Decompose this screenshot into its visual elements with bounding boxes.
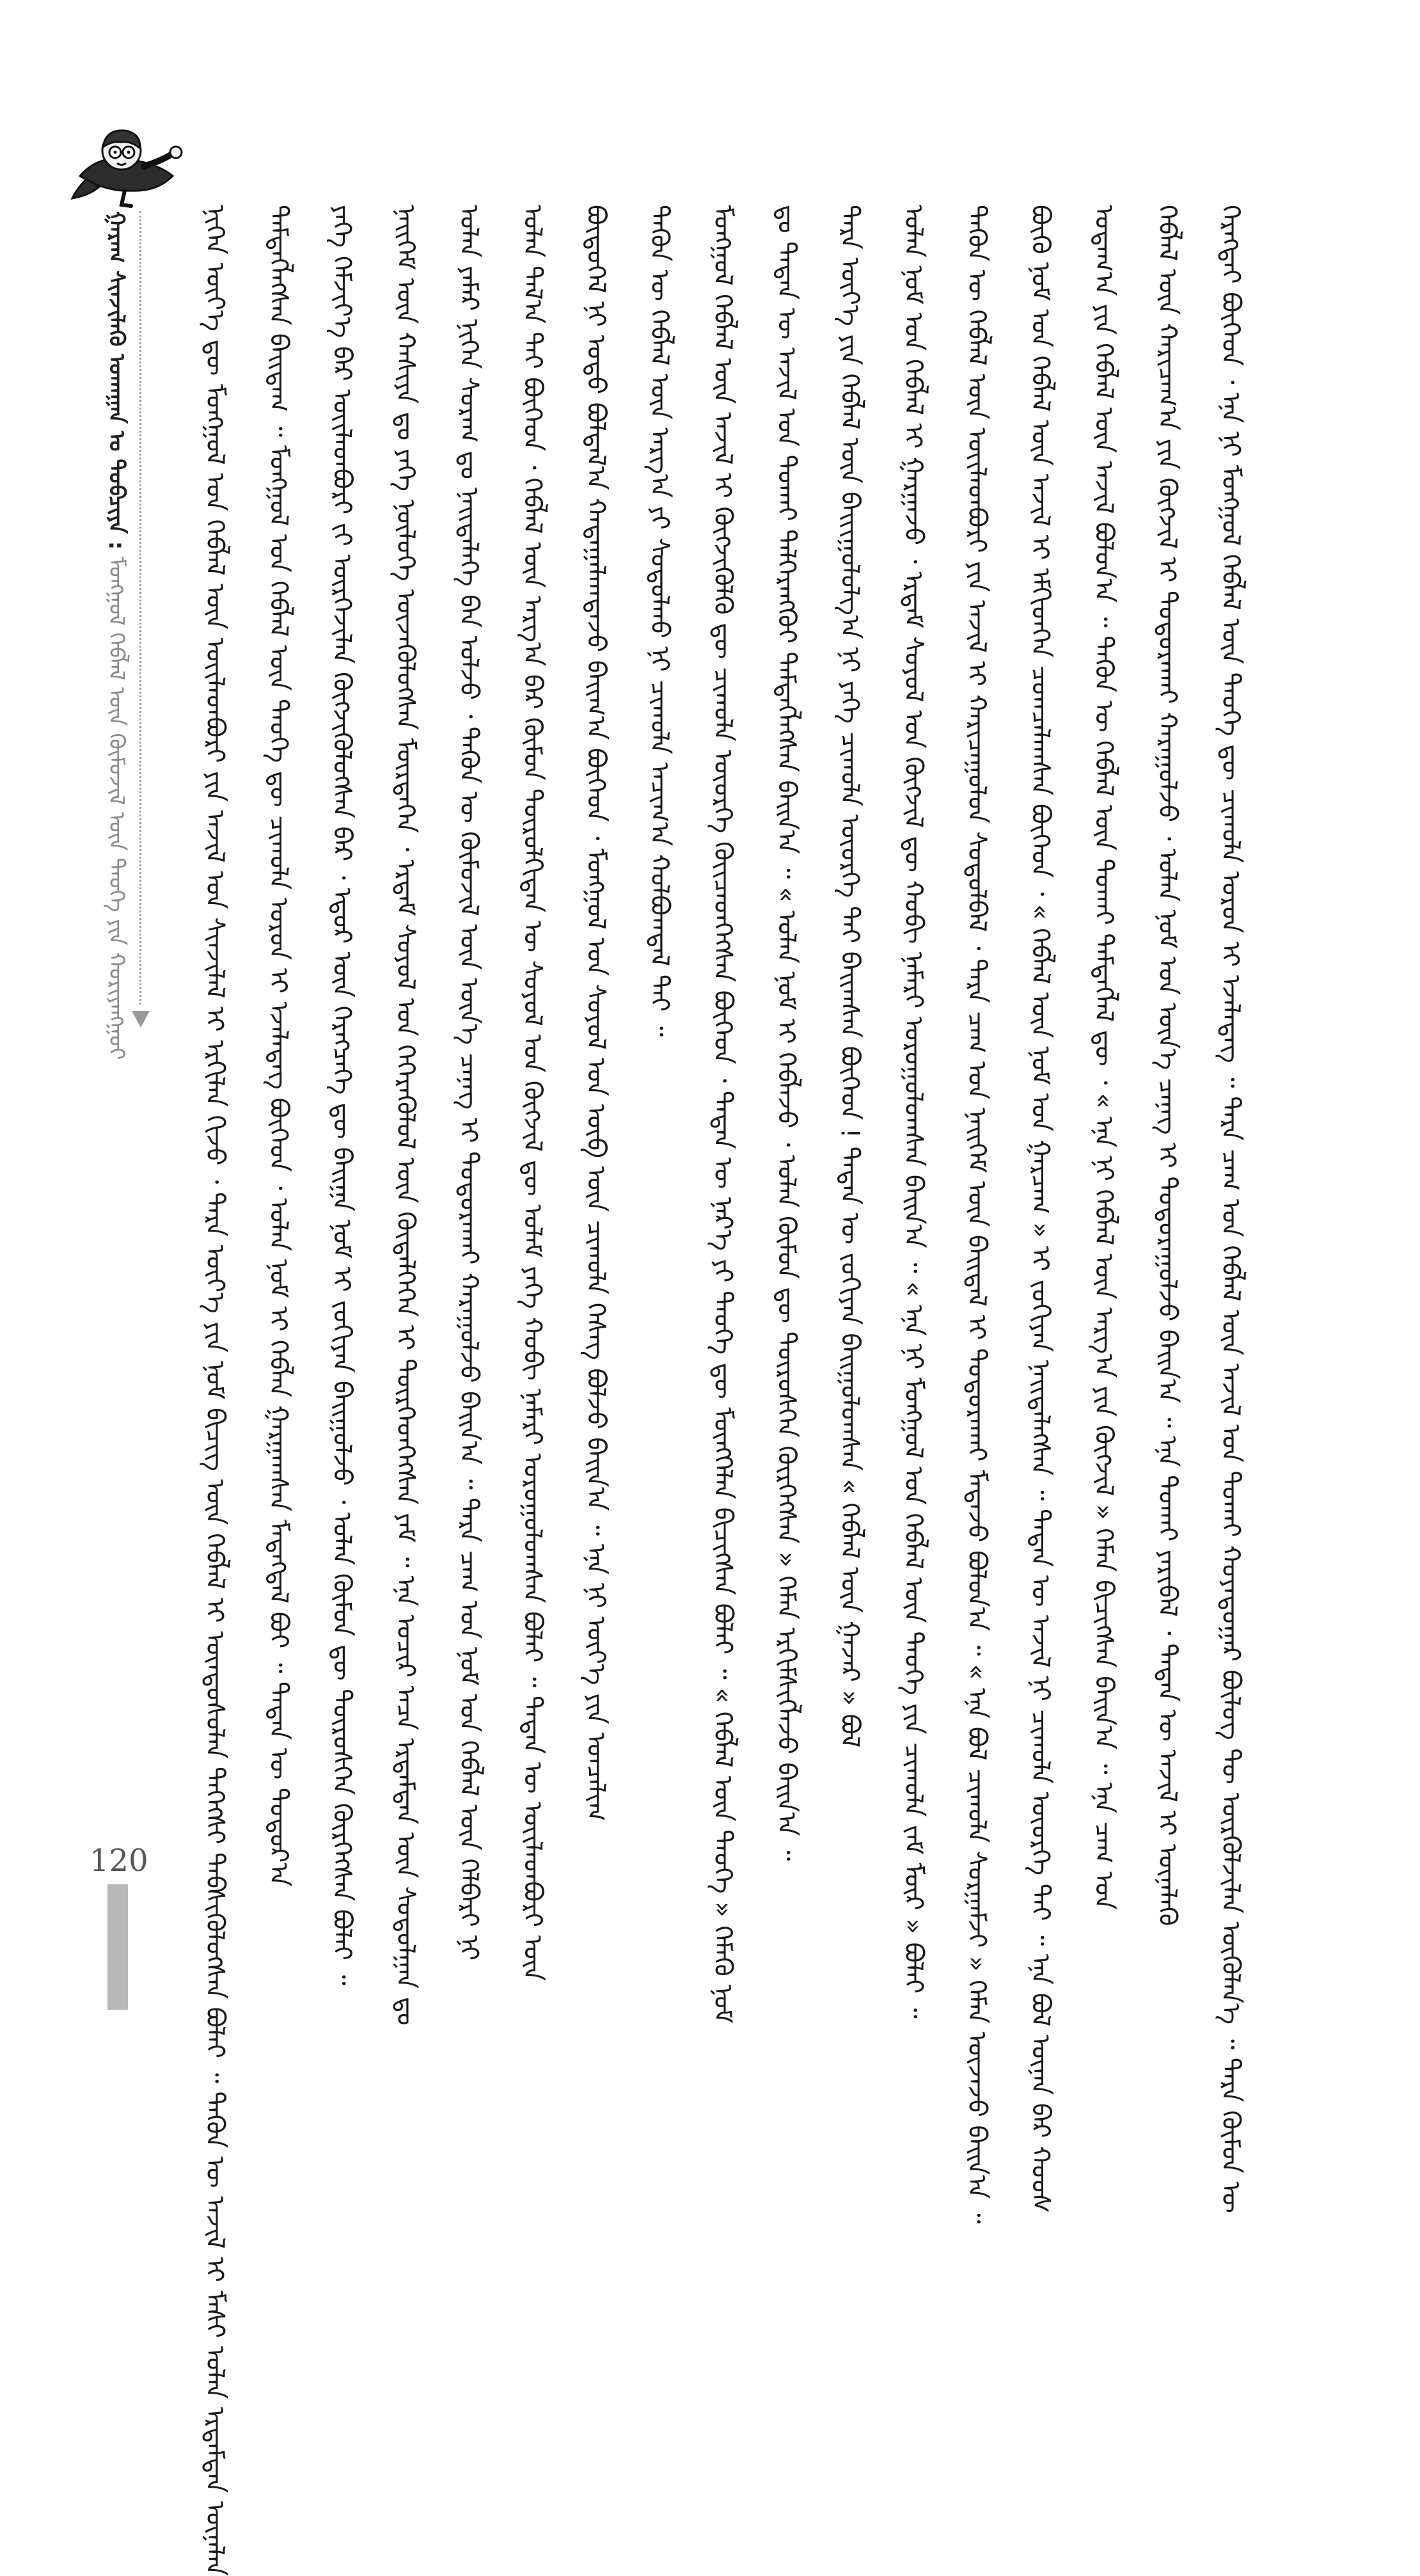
header-divider	[139, 211, 141, 1005]
text-column: ᠣᠯᠠᠨ ᠨᠣᠮ ᠤᠨ ᠬᠡᠪᠯᠡᠯ ᠢ ᠭᠠᠷᠭᠠᠵᠤ ᠂ ᠡᠷᠳᠡᠮ ᠰᠣᠶᠣᠯ ᠤᠨ ᠬᠥᠭᠵᠢᠯ ᠳᠦ ᠬᠤᠪᠢ ᠨᠡᠮᠡᠷᠢ ᠣᠷᠣᠭᠤᠯᠤᠭᠰᠠᠨ ᠪᠠᠢᠨ᠎ᠠ ᠃ « ᠡᠨᠡ ᠨᠢ ᠮᠣᠩᠭᠣᠯ ᠤᠨ ᠬᠡᠪᠯᠡᠯ ᠦᠨ ᠲᠡᠦᠬᠡ ᠶᠢᠨ ᠴᠢᠬᠤᠯᠠ ᠵᠠᠮ ᠮᠥᠷ » ᠪᠣᠯᠠᠢ ᠃	[898, 205, 928, 2019]
running-header-title: ᠭᠠᠷᠠᠭ ᠰᠢᠨᠵᠢᠯᠡᠬᠦ ᠤᠬᠠᠭᠠᠨ ᠤ ᠳᠣᠪᠴᠢᠶᠠ :	[104, 211, 129, 550]
running-header-subtitle: ᠮᠣᠩᠭᠣᠯ ᠬᠡᠪᠯᠡᠯ ᠦᠨ ᠬᠦᠮᠦᠵᠢᠯ ᠦᠨ ᠲᠡᠦᠬᠡ ᠶᠢᠨ ᠬᠣᠷᠢᠶᠠᠩᠭᠤᠢ	[104, 557, 129, 1060]
text-column: ᠲᠡᠭᠦᠨ ᠦ ᠬᠡᠪᠯᠡᠯ ᠦᠨ ᠦᠢᠯᠡᠳᠪᠦᠷᠢ ᠶᠢᠨ ᠠᠵᠢᠯ ᠢ ᠬᠠᠷᠢᠴᠠᠭᠤᠯᠤᠨ ᠰᠤᠳᠤᠯᠪᠠᠯ ᠂ ᠲᠡᠷᠡ ᠴᠠᠭ ᠤᠨ ᠨᠡᠢᠭᠡᠮ ᠦᠨ ᠪᠠᠢᠳᠠᠯ ᠢ ᠲᠣᠳᠣᠷᠠᠬᠠᠢ ᠮᠡᠳᠡᠵᠦ ᠪᠣᠯᠣᠨ᠎ᠠ ᠃ « ᠡᠨᠡ ᠪᠣᠯ ᠴᠢᠬᠤᠯᠠ ᠰᠤᠷᠭᠠᠮᠵᠢ » ᠬᠡᠮᠡᠨ ᠦᠵᠡᠵᠦ ᠪᠠᠢᠨ᠎ᠠ ᠃	[962, 205, 991, 2224]
text-column: ᠳᠤ ᠲᠡᠳᠡᠨ ᠦ ᠠᠵᠢᠯ ᠤᠨ ᠲᠤᠬᠠᠢ ᠳᠡᠯᠭᠡᠷᠡᠩᠭᠦᠢ ᠲᠡᠮᠳᠡᠭᠯᠡᠭᠰᠡᠨ ᠪᠠᠢᠨ᠎ᠠ ᠃ « ᠣᠯᠠᠨ ᠨᠣᠮ ᠢ ᠬᠡᠪᠯᠡᠵᠦ ᠂ ᠣᠯᠠᠨ ᠬᠦᠮᠦᠨ ᠳᠦ ᠲᠦᠷᠦᠰᠬᠡᠨ ᠬᠦᠷᠭᠡᠭᠰᠡᠨ » ᠬᠡᠮᠡᠨ ᠡᠷᠬᠢᠮᠰᠢᠭᠯᠡᠵᠦ ᠪᠠᠢᠨ᠎ᠠ ᠃	[771, 205, 801, 1861]
text-column: ᠨᠡᠢᠭᠡᠮ ᠦᠨ ᠬᠠᠰᠢᠶᠠ ᠳᠤ ᠶᠡᠬᠡ ᠨᠥᠯᠦᠭᠡ ᠦᠵᠡᠭᠦᠯᠦᠭᠰᠡᠨ ᠮᠥᠷᠲᠡᠭᠡᠨ ᠂ ᠡᠷᠳᠡᠮ ᠰᠣᠶᠣᠯ ᠤᠨ ᠭᠡᠭᠡᠷᠡᠭᠦᠯᠦᠯ ᠦᠨ ᠬᠥᠳᠡᠯᠭᠡᠭᠡᠨ ᠢ ᠲᠦᠷᠭᠡᠳᠭᠡᠭᠰᠡᠨ ᠶᠠᠮ ᠃ ᠡᠨᠡ ᠤᠴᠢᠷ ᠠᠴᠠ ᠡᠷᠳᠡᠮᠲᠡᠨ ᠦᠨ ᠰᠤᠳᠤᠯᠭᠠᠨ ᠳᠤ	[390, 205, 420, 2026]
running-header	[97, 211, 136, 1060]
text-column: ᠨᠢᠭᠡᠨ ᠦᠶ᠎ᠡ ᠳᠦ ᠮᠣᠩᠭᠣᠯ ᠤᠨ ᠬᠡᠪᠯᠡᠯ ᠦᠨ ᠦᠢᠯᠡᠳᠪᠦᠷᠢ ᠶᠢᠨ ᠠᠵᠢᠯ ᠣᠨ ᠰᠢᠨᠵᠢᠯᠡᠯ ᠢ ᠡᠷᠬᠢᠯᠡᠨ ᠬᠢᠵᠦ ᠂ ᠲᠡᠷᠡ ᠦᠶ᠎ᠡ ᠶᠢᠨ ᠨᠣᠮ ᠪᠢᠴᠢᠭ ᠦᠨ ᠬᠡᠪᠯᠡᠯ ᠢ ᠦᠨᠳᠦᠰᠦᠯᠡᠨ ᠳᠡᠭᠡᠭᠰᠢ ᠳᠡᠪᠰᠢᠭᠦᠯᠦᠭᠰᠡᠨ ᠪᠣᠯᠠᠢ ᠃ ᠲᠡᠭᠦᠨ ᠦ ᠠᠵᠢᠯ ᠢ ᠮᠠᠰᠢ ᠣᠯᠠᠨ ᠡᠷᠳᠡᠮᠲᠡᠨ ᠦᠨᠡᠯᠡᠨ	[200, 205, 230, 2576]
text-column: ᠤᠳᠠᠭ᠎ᠠ ᠶᠢᠨ ᠬᠡᠪᠯᠡᠯ ᠦᠨ ᠠᠵᠢᠯ ᠪᠣᠯᠣᠨ᠎ᠠ ᠃ ᠲᠡᠭᠦᠨ ᠦ ᠬᠡᠪᠯᠡᠯ ᠦᠨ ᠲᠤᠬᠠᠢ ᠲᠡᠮᠳᠡᠭᠯᠡᠯ ᠳᠦ ᠂ « ᠡᠨᠡ ᠨᠢ ᠬᠡᠪᠯᠡᠯ ᠦᠨ ᠠᠷᠭ᠎ᠠ ᠶᠢᠨ ᠬᠥᠭᠵᠢᠯ » ᠬᠡᠮᠡᠨ ᠪᠢᠴᠢᠭᠰᠡᠨ ᠪᠠᠢᠨ᠎ᠠ ᠃ ᠡᠨᠡ ᠴᠠᠭ ᠤᠨ	[1089, 205, 1119, 1910]
text-column: ᠲᠡᠭᠦᠨ ᠦ ᠬᠡᠪᠯᠡᠯ ᠦᠨ ᠠᠷᠭ᠎ᠠ ᠶᠢ ᠰᠤᠳᠤᠯᠬᠤ ᠨᠢ ᠴᠢᠬᠤᠯᠠ ᠠᠴᠢᠭ᠎ᠠ ᠬᠣᠯᠪᠣᠭᠳᠠᠯ ᠲᠠᠢ ᠃	[644, 205, 674, 1037]
triangle-marker-icon	[132, 1011, 150, 1028]
reading-boy-illustration	[61, 115, 201, 211]
page-number: 120	[90, 1843, 148, 1879]
text-column: ᠲᠡᠮᠳᠡᠭᠯᠡᠭᠰᠡᠨ ᠪᠠᠢᠳᠠᠭ ᠃ ᠮᠣᠩᠭᠣᠯ ᠤᠨ ᠬᠡᠪᠯᠡᠯ ᠦᠨ ᠲᠡᠦᠬᠡ ᠳᠦ ᠴᠢᠬᠤᠯᠠ ᠣᠷᠣᠨ ᠢ ᠡᠵᠡᠯᠡᠳᠡᠭ ᠪᠥᠭᠡᠳ ᠂ ᠣᠯᠠᠨ ᠨᠣᠮ ᠢ ᠬᠡᠪᠯᠡᠨ ᠭᠠᠷᠭᠠᠭᠰᠠᠨ ᠮᠡᠳᠡᠭᠳᠡᠯ ᠪᠣᠢ ᠃ ᠲᠡᠳᠡᠨ ᠦ ᠳᠣᠲᠣᠷ᠎ᠠ	[264, 205, 294, 1887]
text-column: ᠪᠦᠬᠦ ᠨᠣᠮ ᠤᠨ ᠬᠡᠪᠯᠡᠯ ᠦᠨ ᠠᠵᠢᠯ ᠢ ᠡᠮᠬᠢᠳᠭᠡᠨ ᠴᠣᠭᠴᠠᠯᠠᠭᠰᠠᠨ ᠪᠥᠭᠡᠳ ᠂ « ᠬᠡᠪᠯᠡᠯ ᠦᠨ ᠨᠣᠮ ᠤᠨ ᠭᠠᠷᠴᠠᠭ » ᠢ ᠵᠣᠬᠢᠶᠠᠨ ᠨᠡᠢᠲᠡᠯᠡᠭᠰᠡᠨ ᠃ ᠲᠡᠳᠡᠨ ᠦ ᠠᠵᠢᠯ ᠨᠢ ᠴᠢᠬᠤᠯᠠ ᠦᠦᠷᠭᠡ ᠲᠠᠢ ᠃ ᠡᠨᠡ ᠪᠣᠯ ᠦᠨᠡᠨ ᠪᠡᠷ ᠬᠣᠣᠰ	[1025, 205, 1055, 2214]
text-column: ᠬᠡᠪᠯᠡᠯ ᠦᠨ ᠬᠠᠷᠢᠴᠠᠭ᠎ᠠ ᠶᠢᠨ ᠬᠥᠭᠵᠢᠯ ᠢ ᠲᠣᠳᠣᠷᠠᠬᠠᠢ ᠬᠠᠷᠠᠭᠤᠯᠵᠤ ᠂ ᠣᠯᠠᠨ ᠨᠣᠮ ᠤᠨ ᠦᠨ᠎ᠡ ᠴᠡᠨᠡᠭ ᠢ ᠲᠣᠳᠣᠷᠠᠭᠤᠯᠵᠤ ᠪᠠᠢᠨ᠎ᠠ ᠃ ᠡᠨᠡ ᠲᠤᠬᠠᠢ ᠶᠠᠷᠢᠪᠠᠯ ᠂ ᠲᠡᠳᠡᠨ ᠦ ᠠᠵᠢᠯ ᠢ ᠦᠨᠡᠯᠡᠬᠦ	[1152, 205, 1182, 1926]
text-column: ᠬᠡᠷᠡᠭᠲᠡᠢ ᠪᠥᠭᠡᠳ ᠂ ᠡᠨᠡ ᠨᠢ ᠮᠣᠩᠭᠣᠯ ᠬᠡᠪᠯᠡᠯ ᠦᠨ ᠲᠡᠦᠬᠡ ᠳᠦ ᠴᠢᠬᠤᠯᠠ ᠣᠷᠣᠨ ᠢ ᠡᠵᠡᠯᠡᠳᠡᠭ ᠃ ᠲᠡᠷᠡ ᠴᠠᠭ ᠤᠨ ᠬᠡᠪᠯᠡᠯ ᠦᠨ ᠠᠵᠢᠯ ᠤᠨ ᠲᠤᠬᠠᠢ ᠬᠣᠶᠠᠳᠤᠭᠠᠷ ᠪᠦᠯᠦᠭ ᠲᠦ ᠦᠷᠭᠦᠯᠵᠢᠯᠡᠨ ᠥᠭᠦᠯᠡᠨ᠎ᠡ ᠃ ᠲᠡᠷᠡ ᠬᠦᠮᠦᠨ ᠦ	[1216, 205, 1245, 2213]
text-column: ᠪᠦᠲᠦᠭᠡᠯ ᠨᠢ ᠣᠳᠣ ᠪᠣᠯᠲᠠᠯ᠎ᠠ ᠬᠠᠳᠠᠭᠠᠯᠠᠭᠳᠠᠵᠤ ᠪᠠᠢᠭ᠎ᠠ ᠪᠥᠭᠡᠳ ᠂ ᠮᠣᠩᠭᠣᠯ ᠤᠨ ᠰᠣᠶᠣᠯ ᠤᠨ ᠥᠪ ᠦᠨ ᠴᠢᠬᠤᠯᠠ ᠬᠡᠰᠡᠭ ᠪᠣᠯᠵᠤ ᠪᠠᠢᠨ᠎ᠠ ᠃ ᠡᠨᠡ ᠨᠢ ᠦᠶ᠎ᠡ ᠶᠢᠨ ᠣᠨᠴᠠᠯᠢᠭ	[581, 205, 611, 1822]
text-column: ᠲᠡᠷᠡ ᠦᠶ᠎ᠡ ᠶᠢᠨ ᠬᠡᠪᠯᠡᠯ ᠦᠨ ᠪᠠᠢᠢᠭᠤᠯᠤᠯᠭ᠎ᠠ ᠨᠢ ᠶᠡᠬᠡ ᠴᠢᠬᠤᠯᠠ ᠦᠦᠷᠭᠡ ᠲᠠᠢ ᠪᠠᠢᠭᠰᠠᠨ ᠪᠥᠭᠡᠳ ! ᠲᠡᠳᠡᠨ ᠦ ᠵᠣᠬᠢᠶᠠᠨ ᠪᠠᠢᠭᠤᠯᠤᠭᠰᠠᠨ « ᠬᠡᠪᠯᠡᠯ ᠦᠨ ᠭᠠᠵᠠᠷ » ᠪᠣᠯ	[835, 205, 865, 1748]
text-column: ᠣᠯᠠᠨ ᠲᠠᠯ᠎ᠠ ᠲᠠᠢ ᠪᠥᠭᠡᠳ ᠂ ᠬᠡᠪᠯᠡᠯ ᠦᠨ ᠠᠷᠭ᠎ᠠ ᠪᠠᠷ ᠬᠦᠮᠦᠨ ᠲᠥᠷᠦᠯᠬᠢᠲᠡᠨ ᠦ ᠰᠣᠶᠣᠯ ᠤᠨ ᠬᠥᠭᠵᠢᠯ ᠳᠦ ᠤᠯᠠᠮ ᠶᠡᠬᠡ ᠬᠤᠪᠢ ᠨᠡᠮᠡᠷᠢ ᠣᠷᠣᠭᠤᠯᠤᠭᠰᠠᠨ ᠪᠣᠯᠠᠢ ᠃ ᠲᠡᠳᠡᠨ ᠦ ᠦᠢᠯᠡᠳᠪᠦᠷᠢ ᠦᠨ	[517, 205, 548, 1982]
text-column: ᠶᠡᠬᠡ ᠬᠡᠮᠵᠢᠶ᠎ᠡ ᠪᠡᠷ ᠦᠢᠯᠡᠳᠪᠦᠷᠢ ᠵᠢ ᠦᠷᠭᠡᠵᠢᠯᠡᠨ ᠬᠦᠭᠵᠢᠭᠦᠯᠦᠭᠰᠡᠨ ᠪᠡᠷ ᠂ ᠡᠳᠦᠷ ᠦᠨ ᠬᠡᠷᠡᠭᠴᠡᠭᠡ ᠳᠦ ᠪᠠᠢᠭᠠ ᠨᠣᠮ ᠢ ᠵᠣᠬᠢᠶᠠᠨ ᠪᠠᠢᠭᠤᠯᠵᠤ ᠂ ᠣᠯᠠᠨ ᠬᠦᠮᠦᠨ ᠳᠦ ᠲᠦᠷᠦᠰᠬᠡᠨ ᠬᠦᠷᠭᠡᠭᠰᠡᠨ ᠪᠣᠯᠠᠢ ᠃	[327, 205, 357, 1985]
body-text	[192, 205, 1254, 2576]
text-column: ᠮᠣᠩᠭᠣᠯ ᠬᠡᠪᠯᠡᠯ ᠦᠨ ᠠᠵᠢᠯ ᠢ ᠬᠥᠭᠵᠢᠭᠦᠯᠬᠦ ᠳᠦ ᠴᠢᠬᠤᠯᠠ ᠦᠦᠷᠭᠡ ᠭᠦᠢᠴᠡᠳᠭᠡᠭᠰᠡᠨ ᠪᠥᠭᠡᠳ ᠂ ᠲᠡᠳᠡᠨ ᠦ ᠨᠡᠷ᠎ᠡ ᠶᠢ ᠲᠡᠦᠬᠡ ᠳᠦ ᠮᠥᠩᠬᠡᠯᠡᠨ ᠪᠢᠴᠢᠭᠰᠡᠨ ᠪᠣᠯᠠᠢ ᠃ « ᠬᠡᠪᠯᠡᠯ ᠦᠨ ᠲᠡᠦᠬᠡ » ᠬᠡᠮᠡᠬᠦ ᠨᠣᠮ	[708, 205, 738, 2024]
margin-tab-bar	[107, 1884, 128, 2010]
text-column: ᠣᠯᠠᠨ ᠶᠠᠮᠠᠷ ᠨᠢᠭᠡᠨ ᠰᠤᠷᠠᠭ ᠳᠤ ᠨᠡᠢᠲᠡᠯᠡᠭᠡ ᠪᠡᠨ ᠣᠯᠵᠤ ᠂ ᠲᠡᠭᠦᠨ ᠦ ᠬᠦᠮᠦᠵᠢᠯ ᠦᠨ ᠦᠨ᠎ᠡ ᠴᠡᠨᠡᠭ ᠢ ᠲᠣᠳᠣᠷᠠᠬᠠᠢ ᠬᠠᠷᠠᠭᠤᠯᠵᠤ ᠪᠠᠢᠨ᠎ᠠ ᠃ ᠲᠡᠷᠡ ᠴᠠᠭ ᠤᠨ ᠨᠣᠮ ᠤᠨ ᠬᠡᠪᠯᠡᠯ ᠦᠨ ᠬᠡᠯᠪᠡᠷᠢ ᠨᠢ	[454, 205, 484, 1961]
